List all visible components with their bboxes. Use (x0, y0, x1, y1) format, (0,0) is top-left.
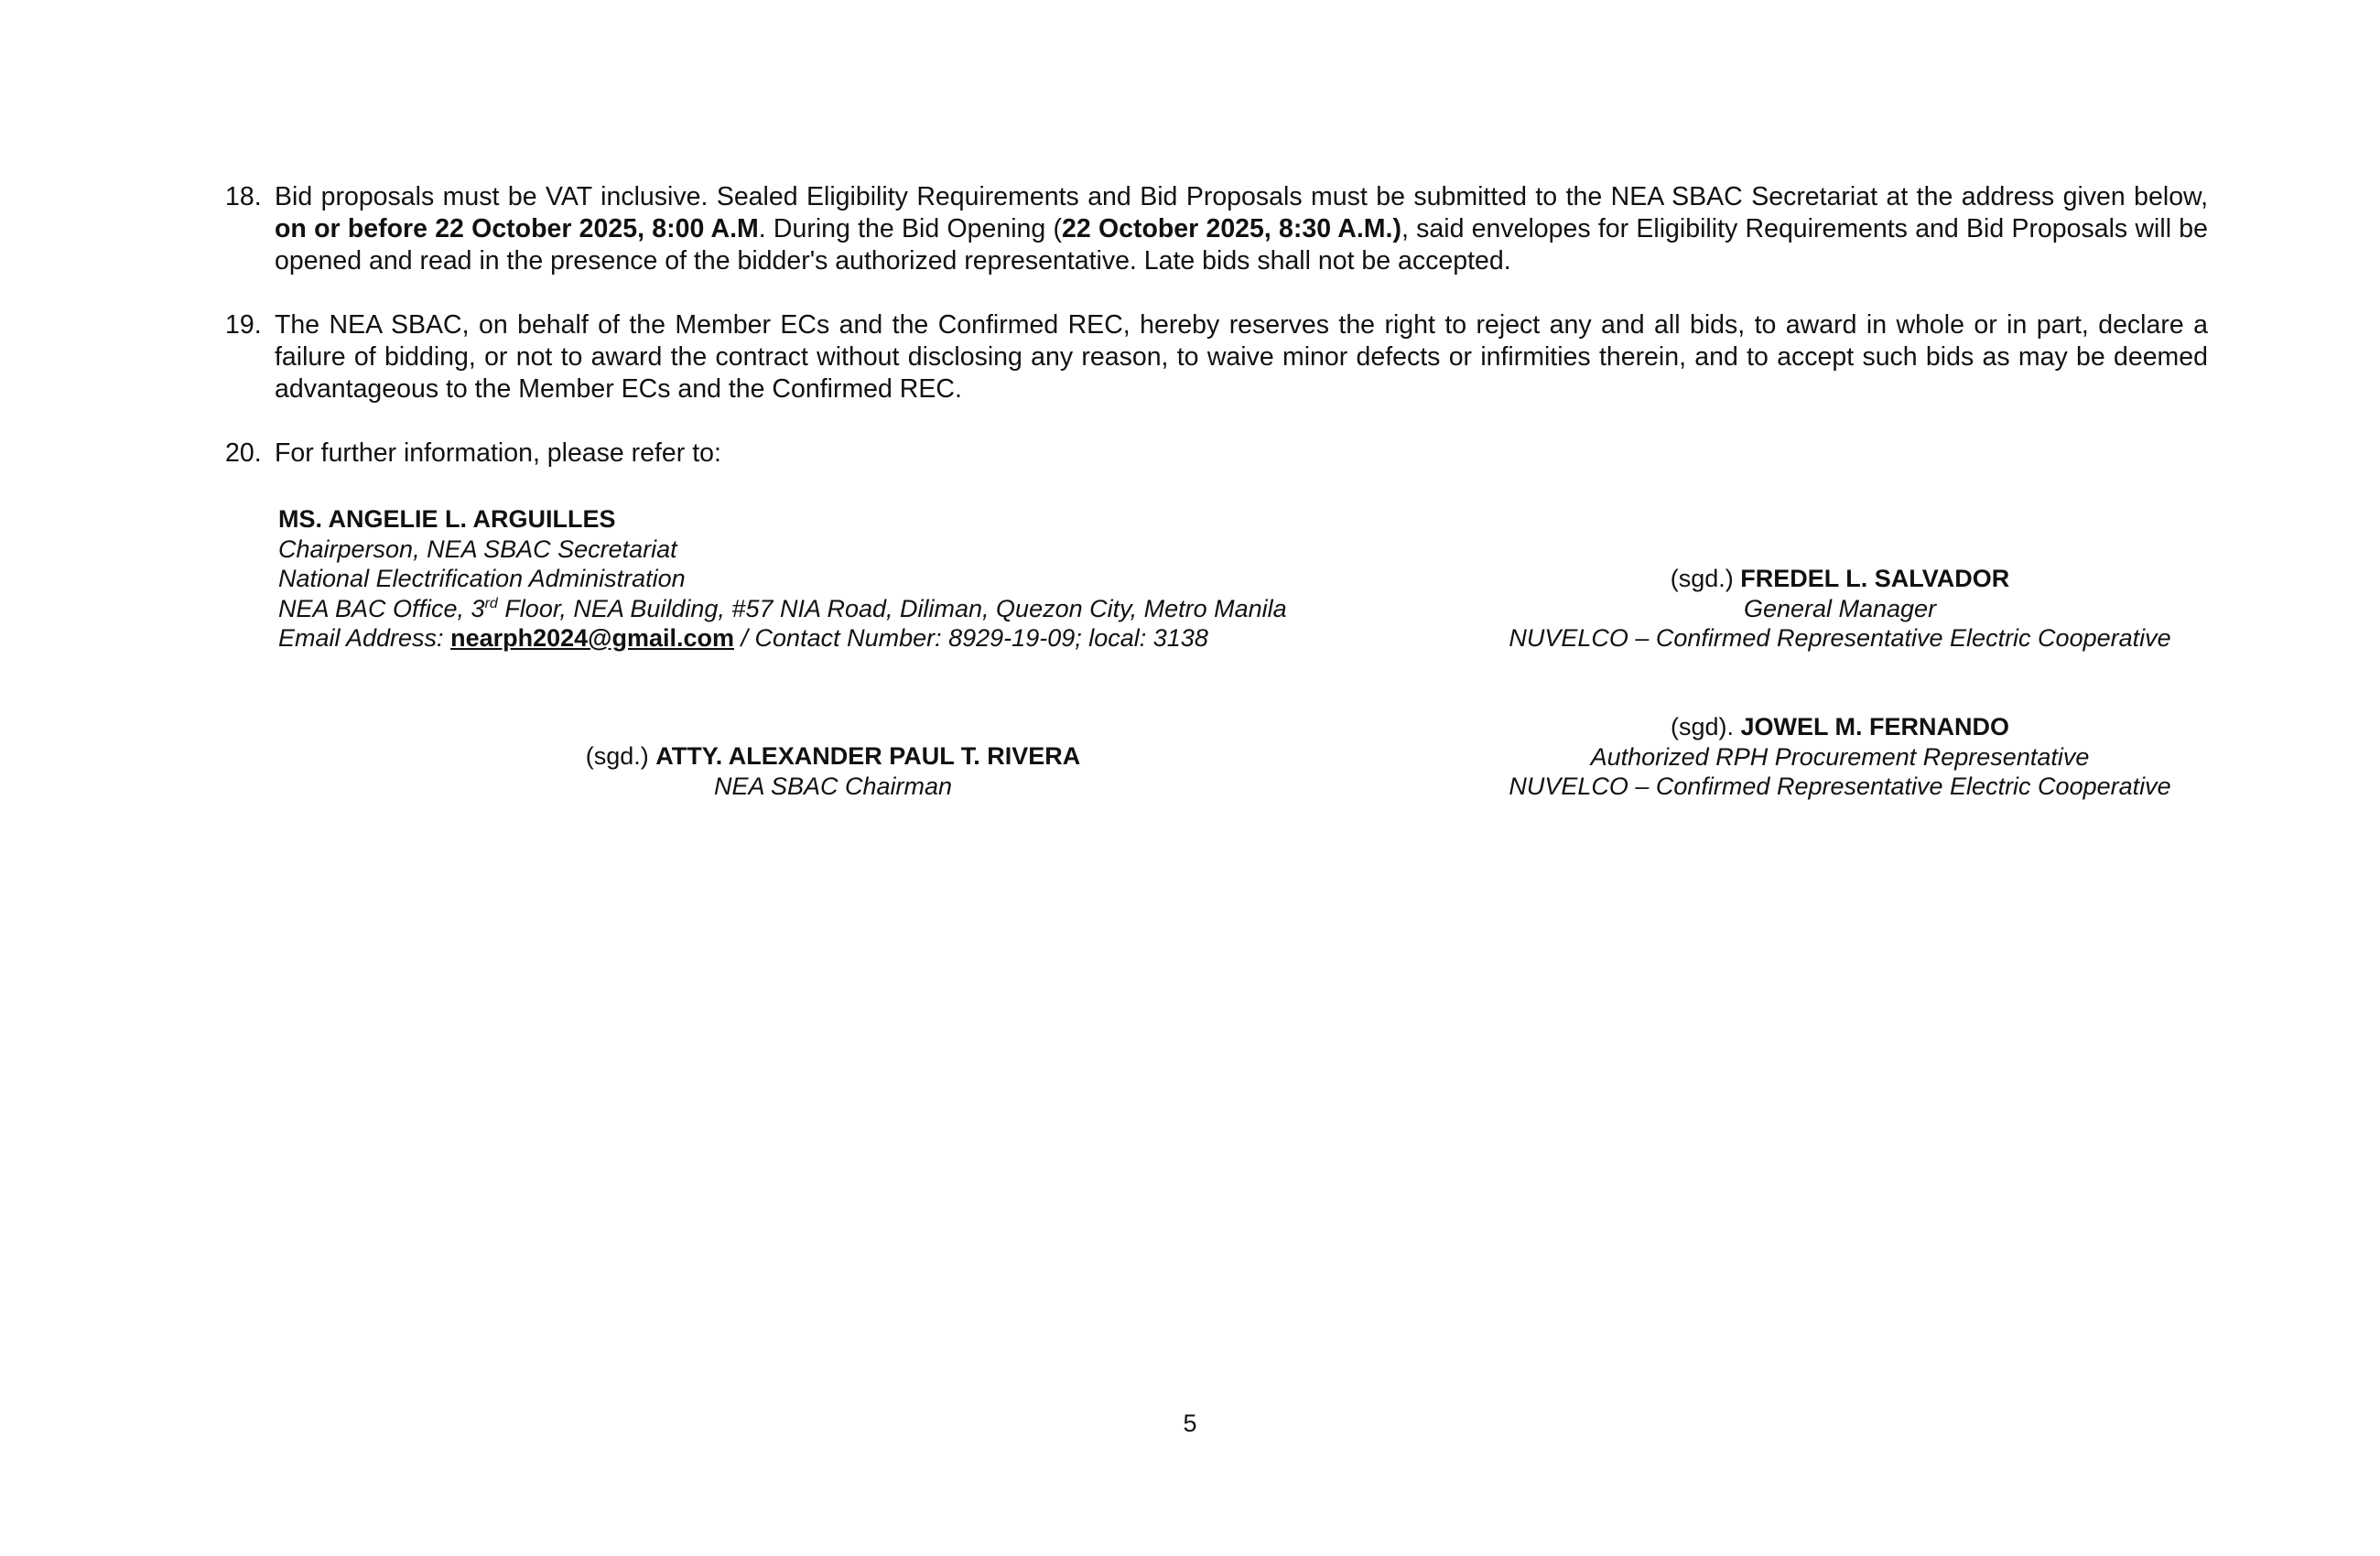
item-text: For further information, please refer to: (275, 438, 721, 468)
contact-block (278, 504, 1377, 654)
signatory-rivera (467, 741, 1199, 801)
item-number: 20. (225, 438, 262, 468)
item-18 (225, 181, 2208, 277)
signatory-name: FREDEL L. SALVADOR (1740, 565, 2010, 592)
page-number: 5 (1183, 1410, 1197, 1437)
deadline-bold: on or before 22 October 2025, 8:00 A.M (275, 214, 759, 243)
item-text-part: , said envelopes for Eligibility Requirements and Bid Proposals will be opened and read in the presence of the bidder's authorized representative. Late bids shall not be accepted. (275, 214, 2208, 276)
item-text-part: . During the Bid Opening ( (758, 214, 1062, 243)
sgd-mark: (sgd). (1670, 713, 1741, 740)
contact-number: / Contact Number: 8929-19-09; local: 3138 (734, 624, 1208, 652)
signatory-name-line (1474, 712, 2206, 742)
item-20 (225, 438, 2208, 470)
email-link[interactable]: nearph2024@gmail.com (450, 624, 735, 652)
address-ordinal: rd (484, 595, 498, 611)
item-19 (225, 309, 2208, 405)
bid-opening-bold: 22 October 2025, 8:30 A.M.) (1061, 214, 1401, 243)
item-text-part: Bid proposals must be VAT inclusive. Sealed Eligibility Requirements and Bid Proposals must be submitted to the NEA SBAC Secretariat at the address given below, (275, 182, 2208, 211)
item-number: 19. (225, 310, 262, 340)
contact-name: MS. ANGELIE L. ARGUILLES (278, 505, 616, 533)
contact-email-line (278, 623, 1377, 654)
signatory-organization: NUVELCO – Confirmed Representative Electric Cooperative (1509, 624, 2171, 652)
contact-agency: National Electrification Administration (278, 565, 686, 592)
address-part: Floor, NEA Building, #57 NIA Road, Diliman, Quezon City, Metro Manila (497, 594, 1287, 622)
numbered-items (225, 181, 2208, 502)
contact-address (278, 594, 1377, 624)
item-text (275, 181, 2208, 277)
contact-position: Chairperson, NEA SBAC Secretariat (278, 535, 677, 563)
item-number: 18. (225, 182, 262, 211)
signatory-role: NEA SBAC Chairman (713, 772, 953, 800)
sgd-mark: (sgd.) (585, 742, 656, 770)
email-label: Email Address: (278, 624, 451, 652)
signatory-organization: NUVELCO – Confirmed Representative Electric Cooperative (1509, 773, 2171, 800)
signatory-name: ATTY. ALEXANDER PAUL T. RIVERA (655, 742, 1081, 770)
signatory-name: JOWEL M. FERNANDO (1740, 713, 2010, 740)
signatory-fernando (1474, 712, 2206, 802)
address-part: NEA BAC Office, 3 (278, 594, 485, 622)
signatory-name-line (467, 741, 1199, 772)
sgd-mark: (sgd.) (1670, 565, 1741, 592)
signatory-role: Authorized RPH Procurement Representative (1590, 742, 2090, 771)
signatory-role: General Manager (1743, 594, 1937, 622)
item-text: The NEA SBAC, on behalf of the Member ECs and the Confirmed REC, hereby reserves the right to reject any and all bids, to award in whole or in part, declare a failure of bidding, or not to award the contract without disclosing any reason, to waive minor defects or infirmities therein, and to accept such bids as may be deemed advantageous to the Member ECs and the Confirmed REC. (275, 310, 2208, 404)
signatory-salvador (1474, 564, 2206, 654)
signatory-name-line (1474, 564, 2206, 594)
